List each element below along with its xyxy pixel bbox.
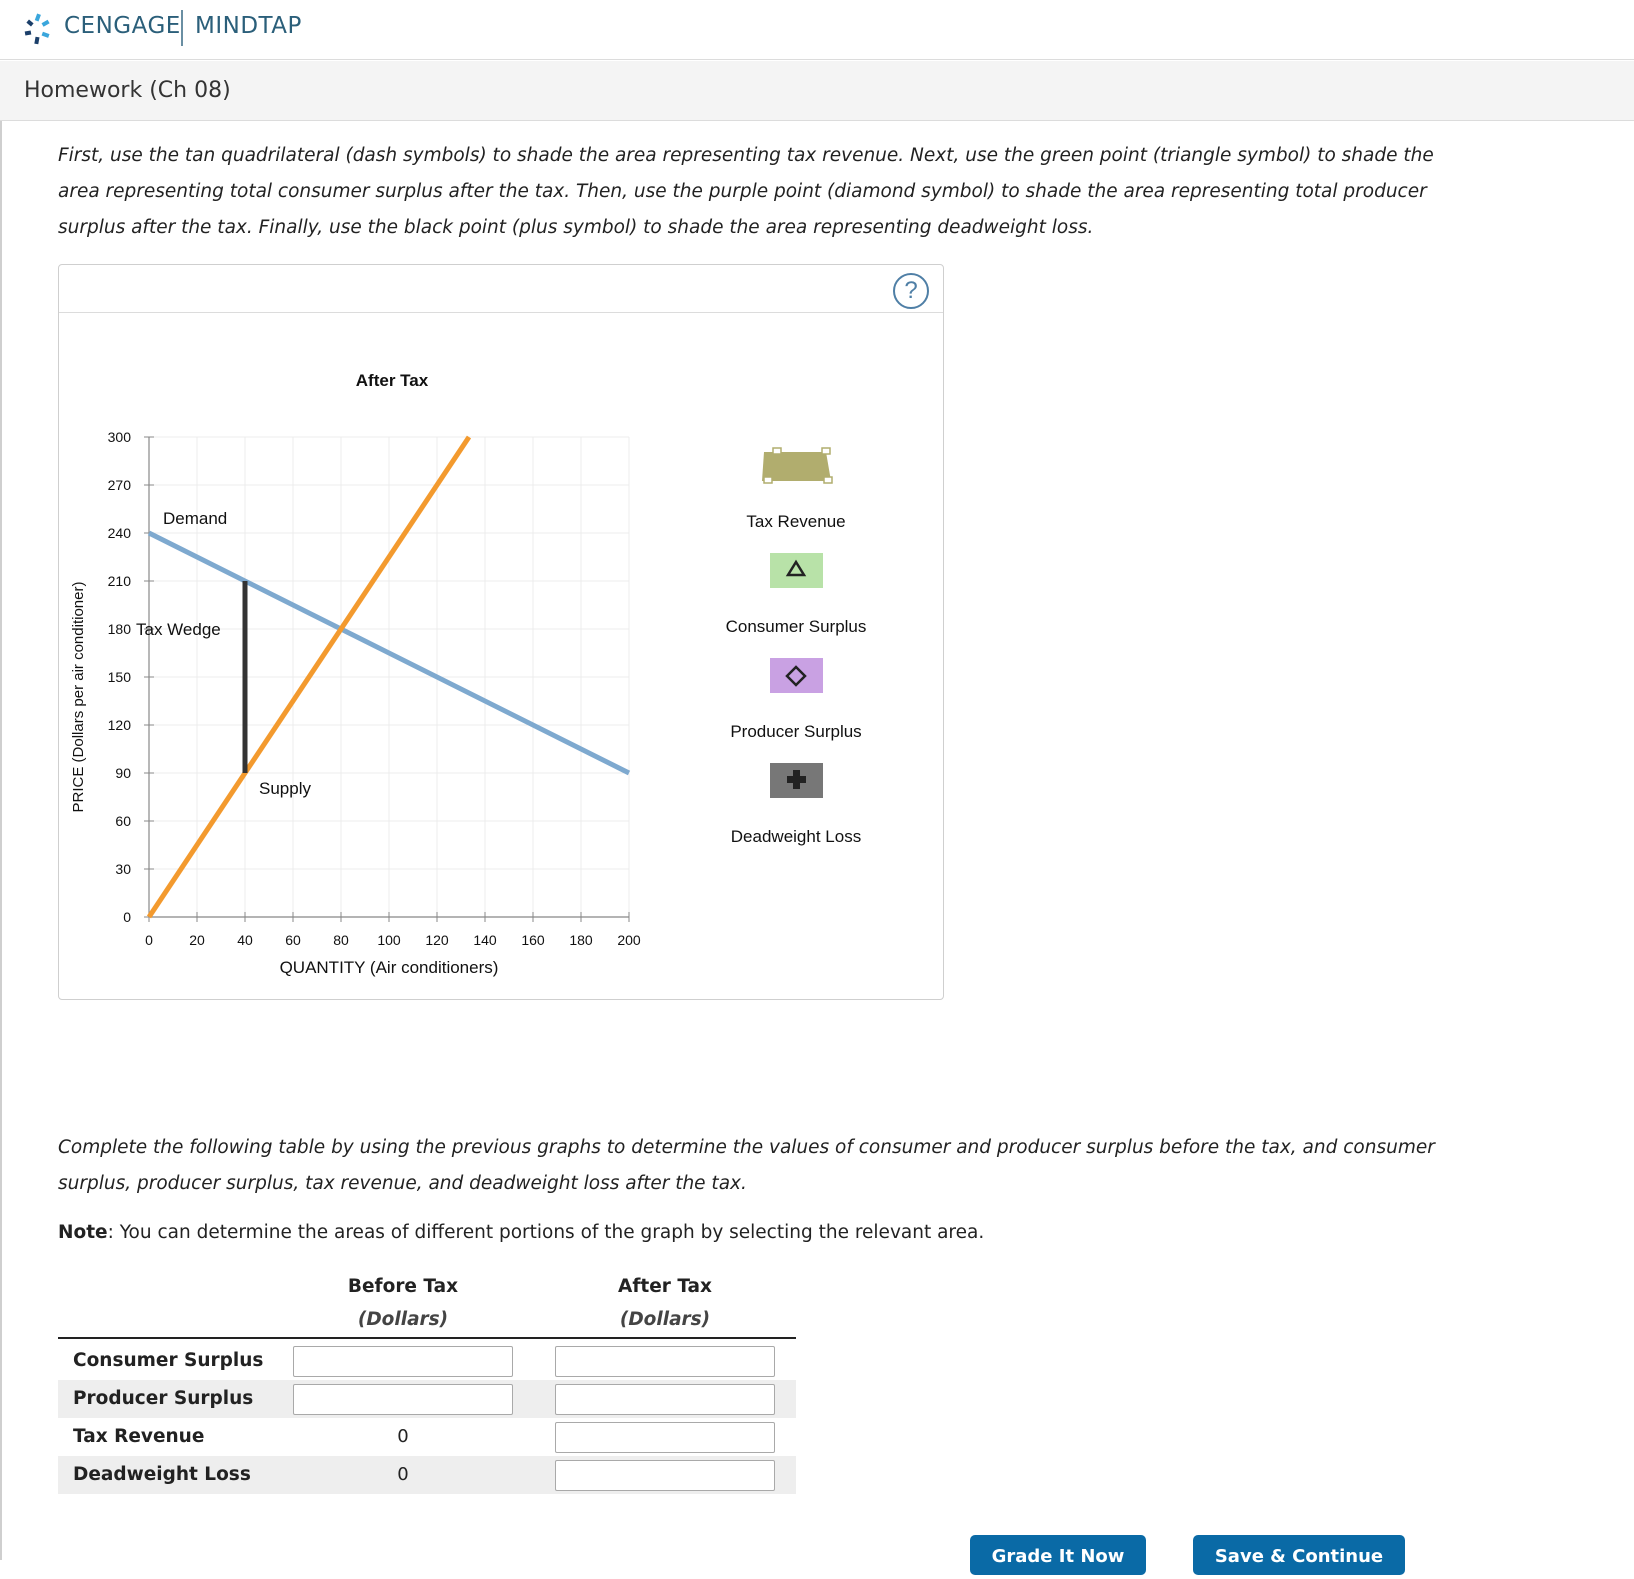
x-tick-label: 0 [145, 932, 153, 948]
table-intro-text: Complete the following table by using the previous graphs to determine the values of consumer and producer surplus before the tax, and consumer surplus, producer surplus, tax revenue, and deadweight loss after the tax. [58, 1137, 1435, 1194]
col-head-after-tax-line1: After Tax [618, 1276, 712, 1297]
table-row [58, 1456, 796, 1494]
cengage-logo-icon [22, 12, 56, 46]
consumer-surplus-before-input[interactable] [293, 1346, 513, 1377]
col-head-after-tax [555, 1270, 775, 1336]
deadweight-loss-after-input[interactable] [555, 1460, 775, 1491]
note-body: : You can determine the areas of different portions of the graph by selecting the relevant area. [107, 1222, 985, 1243]
brand-mindtap: MINDTAP [195, 13, 302, 39]
legend-tax-revenue[interactable] [746, 448, 845, 531]
col-head-before-tax [293, 1270, 513, 1336]
demand-label: Demand [163, 509, 228, 528]
row-label-producer-surplus: Producer Surplus [73, 1388, 254, 1409]
note-text [58, 1222, 984, 1243]
graph-canvas [59, 265, 945, 1001]
y-tick-label: 0 [123, 909, 131, 925]
y-tick-label: 210 [107, 573, 131, 589]
y-tick-label: 300 [107, 429, 131, 445]
x-tick-label: 180 [569, 932, 593, 948]
supply-label: Supply [259, 779, 311, 798]
table-row [58, 1418, 796, 1456]
col-head-before-tax-line2: (Dollars) [357, 1309, 449, 1330]
y-tick-label: 180 [107, 621, 131, 637]
legend-deadweight-loss[interactable] [731, 763, 861, 846]
assignment-title-bar [0, 61, 1634, 121]
y-tick-label: 30 [115, 861, 131, 877]
y-tick-label: 60 [115, 813, 131, 829]
row-label-tax-revenue: Tax Revenue [73, 1426, 205, 1447]
tax-revenue-before-value: 0 [397, 1426, 409, 1447]
legend-label-producer-surplus: Producer Surplus [730, 722, 862, 741]
y-tick-label: 90 [115, 765, 131, 781]
legend-consumer-surplus[interactable] [726, 553, 867, 636]
save-continue-button[interactable]: Save & Continue [1193, 1535, 1405, 1575]
x-tick-label: 200 [617, 932, 641, 948]
table-row [58, 1380, 796, 1418]
brand-cengage: CENGAGE [64, 13, 181, 39]
x-tick-label: 80 [333, 932, 349, 948]
x-tick-label: 60 [285, 932, 301, 948]
x-axis-label: QUANTITY (Air conditioners) [279, 958, 499, 977]
col-head-before-tax-line1: Before Tax [347, 1276, 459, 1297]
y-tick-label: 120 [107, 717, 131, 733]
table-header-rule [58, 1337, 796, 1339]
tax-wedge-label: Tax Wedge [136, 620, 221, 639]
y-tick-label: 270 [107, 477, 131, 493]
x-tick-label: 40 [237, 932, 253, 948]
tax-revenue-after-input[interactable] [555, 1422, 775, 1453]
consumer-surplus-after-input[interactable] [555, 1346, 775, 1377]
chart-title: After Tax [355, 371, 429, 390]
legend-label-consumer-surplus: Consumer Surplus [725, 617, 867, 636]
brand-divider [181, 10, 183, 46]
page-title: Homework (Ch 08) [24, 78, 231, 103]
graph-panel [58, 264, 944, 1000]
x-tick-label: 100 [377, 932, 401, 948]
note-label: Note [58, 1222, 108, 1243]
x-tick-label: 140 [473, 932, 497, 948]
y-tick-label: 150 [107, 669, 131, 685]
legend-label-deadweight-loss: Deadweight Loss [730, 827, 862, 846]
y-tick-label: 240 [107, 525, 131, 541]
x-tick-label: 20 [189, 932, 205, 948]
axis-layer [108, 429, 641, 948]
col-head-after-tax-line2: (Dollars) [619, 1309, 711, 1330]
y-axis-label: PRICE (Dollars per air conditioner) [70, 581, 87, 813]
help-button[interactable]: ? [893, 273, 929, 309]
legend-label-tax-revenue: Tax Revenue [746, 512, 846, 531]
grade-it-now-button[interactable]: Grade It Now [970, 1535, 1146, 1575]
row-label-consumer-surplus: Consumer Surplus [73, 1350, 264, 1371]
content-left-rule [0, 121, 2, 1560]
row-label-deadweight-loss: Deadweight Loss [73, 1464, 251, 1485]
top-bar [0, 0, 1634, 60]
deadweight-loss-before-value: 0 [397, 1464, 409, 1485]
x-tick-label: 160 [521, 932, 545, 948]
producer-surplus-after-input[interactable] [555, 1384, 775, 1415]
x-tick-label: 120 [425, 932, 449, 948]
producer-surplus-before-input[interactable] [293, 1384, 513, 1415]
instructions-text: First, use the tan quadrilateral (dash symbols) to shade the area representing tax revenue. Next, use the green point (triangle symbol) to shade the area representing total consumer surplus after the tax. Then, use the purple point (diamond symbol) to shade the area representing total producer surplus after the tax. Finally, use the black point (plus symbol) to shade the area representing deadweight loss. [58, 145, 1434, 238]
legend-producer-surplus[interactable] [730, 658, 861, 741]
table-row [58, 1342, 796, 1380]
